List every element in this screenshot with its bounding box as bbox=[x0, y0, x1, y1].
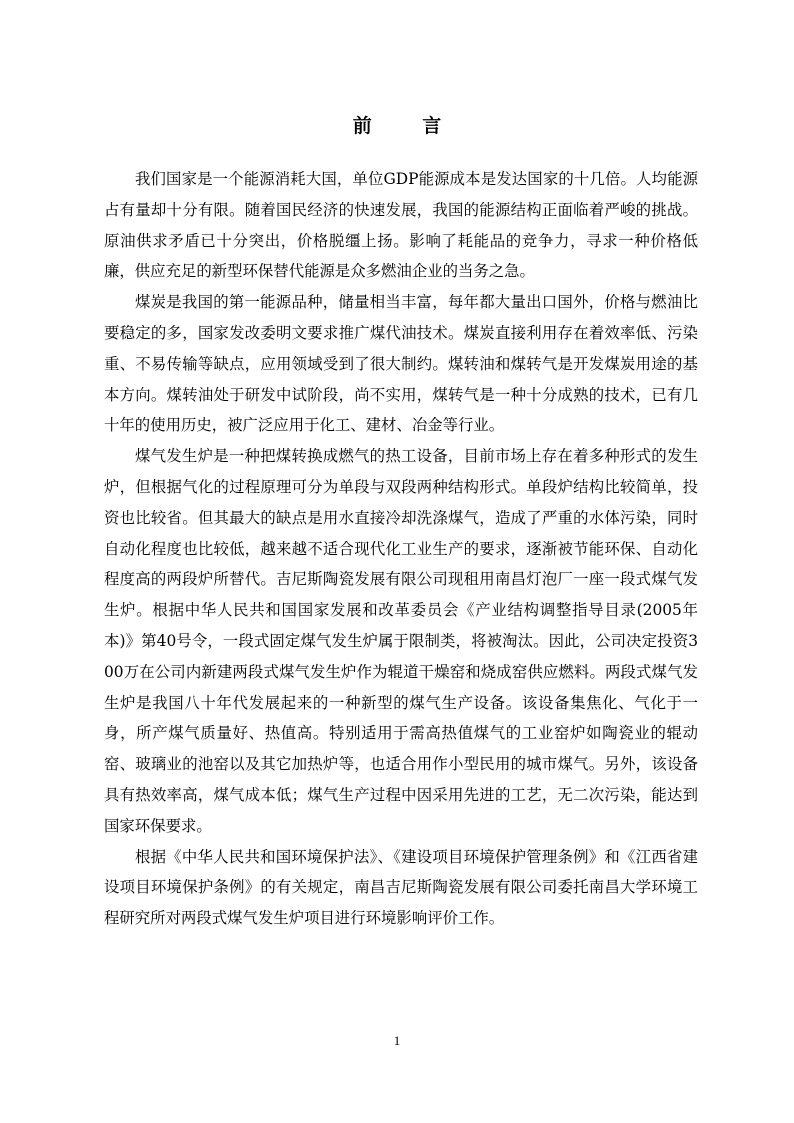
paragraph-3: 煤气发生炉是一种把煤转换成燃气的热工设备，目前市场上存在着多种形式的发生炉，但根据气化的过程原理可分为单段与双段两种结构形式。单段炉结构比较简单，投资也比较省。但其最大的缺点是用水直接冷却洗涤煤气，造成了严重的水体污染，同时自动化程度也比较低，越来越不适合现代化工业生产的要求，逐渐被节能环保、自动化程度高的两段炉所替代。吉尼斯陶瓷发展有限公司现租用南昌灯泡厂一座一段式煤气发生炉。根据中华人民共和国国家发展和改革委员会《产业结构调整指导目录(2005年本)》第40号令，一段式固定煤气发生炉属于限制类，将被淘汰。因此，公司决定投资300万在公司内新建两段式煤气发生炉作为辊道干燥窑和烧成窑供应燃料。两段式煤气发生炉是我国八十年代发展起来的一种新型的煤气生产设备。该设备集焦化、气化于一身，所产煤气质量好、热值高。特别适用于需高热值煤气的工业窑炉如陶瓷业的辊动窑、玻璃业的池窑以及其它加热炉等，也适合用作小型民用的城市煤气。另外，该设备具有热效率高，煤气成本低；煤气生产过程中因采用先进的工艺，无二次污染，能达到国家环保要求。 bbox=[104, 447, 698, 835]
paragraph-1: 我们国家是一个能源消耗大国，单位GDP能源成本是发达国家的十几倍。人均能源占有量却十分有限。随着国民经济的快速发展，我国的能源结构正面临着严峻的挑战。原油供求矛盾已十分突出，价格脱缰上扬。影响了耗能品的竞争力，寻求一种价格低廉，供应充足的新型环保替代能源是众多燃油企业的当务之急。 bbox=[104, 170, 698, 281]
page-title: 前 言 bbox=[352, 115, 464, 137]
paragraph-2: 煤炭是我国的第一能源品种，储量相当丰富，每年都大量出口国外，价格与燃油比要稳定的多，国家发改委明文要求推广煤代油技术。煤炭直接利用存在着效率低、污染重、不易传输等缺点，应用领域受到了很大制约。煤转油和煤转气是开发煤炭用途的基本方向。煤转油处于研发中试阶段，尚不实用，煤转气是一种十分成熟的技术，已有几十年的使用历史，被广泛应用于化工、建材、冶金等行业。 bbox=[104, 293, 698, 435]
body-text bbox=[104, 164, 698, 934]
page-number: 1 bbox=[393, 1033, 401, 1048]
paragraph-4: 根据《中华人民共和国环境保护法》、《建设项目环境保护管理条例》和《江西省建设项目环境保护条例》的有关规定，南昌吉尼斯陶瓷发展有限公司委托南昌大学环境工程研究所对两段式煤气发生炉项目进行环境影响评价工作。 bbox=[104, 847, 698, 928]
